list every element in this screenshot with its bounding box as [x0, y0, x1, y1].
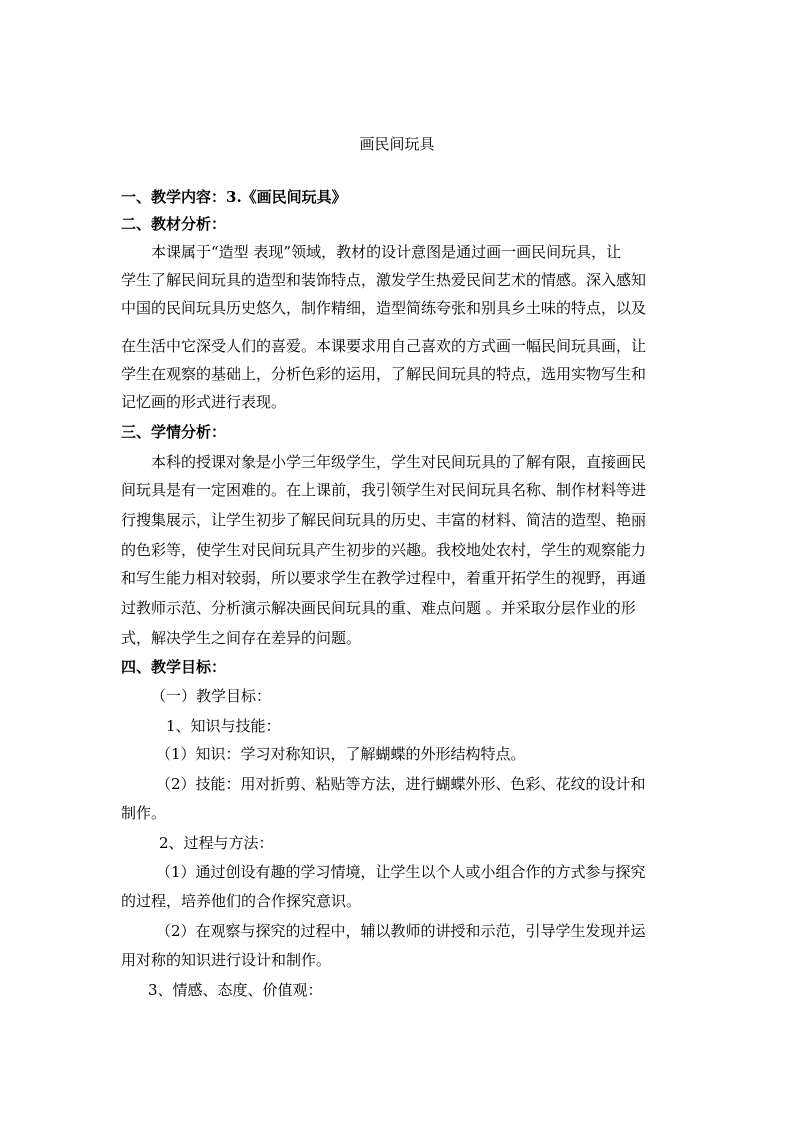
goal-item: （1）通过创设有趣的学习情境，让学生以个人或小组合作的方式参与探究 — [156, 863, 646, 881]
paragraph-line: 本科的授课对象是小学三年级学生，学生对民间玩具的了解有限，直接画民 — [151, 453, 647, 471]
section-heading-learner-analysis: 三、学情分析： — [121, 423, 227, 441]
section-heading-material-analysis: 二、教材分析： — [121, 215, 227, 233]
paragraph-line: 间玩具是有一定困难的。在上课前，我引领学生对民间玩具名称、制作材料等进 — [121, 481, 647, 499]
section-heading-teaching-content: 一、教学内容：3.《画民间玩具》 — [121, 188, 347, 206]
paragraph-line: 本课属于“造型 表现”领域，教材的设计意图是通过画一画民间玩具，让 — [151, 243, 622, 261]
paragraph-line: 和写生能力相对较弱，所以要求学生在教学过程中，着重开拓学生的视野，再通 — [121, 569, 647, 587]
paragraph-line: 学生在观察的基础上，分析色彩的运用，了解民间玩具的特点，选用实物写生和 — [121, 365, 647, 383]
paragraph-line: 式，解决学生之间存在差异的问题。 — [121, 629, 362, 647]
paragraph-line: 记忆画的形式进行表现。 — [121, 393, 287, 411]
paragraph-line: 过教师示范、分析演示解决画民间玩具的重、难点问题 。并采取分层作业的形 — [121, 599, 636, 617]
paragraph-line: 在生活中它深受人们的喜爱。本课要求用自己喜欢的方式画一幅民间玩具画，让 — [121, 337, 647, 355]
goal-item-continuation: 制作。 — [121, 804, 167, 822]
goal-item-continuation: 的过程，培养他们的合作探究意识。 — [121, 892, 362, 910]
document-title: 画民间玩具 — [359, 135, 435, 153]
subheading-emotion-attitude-values: 3、情感、态度、价值观： — [148, 981, 323, 999]
subheading-process-methods: 2、过程与方法： — [159, 834, 274, 852]
goal-item-continuation: 用对称的知识进行设计和制作。 — [121, 951, 332, 969]
paragraph-line: 的色彩等，使学生对民间玩具产生初步的兴趣。我校地处农村，学生的观察能力 — [121, 541, 647, 559]
paragraph-line: 学生了解民间玩具的造型和装饰特点，激发学生热爱民间艺术的情感。深入感知 — [121, 271, 647, 289]
goal-item: （1）知识：学习对称知识，了解蝴蝶的外形结构特点。 — [156, 745, 526, 763]
paragraph-line: 中国的民间玩具历史悠久，制作精细，造型简练夸张和别具乡土味的特点，以及 — [121, 299, 647, 317]
paragraph-line: 行搜集展示，让学生初步了解民间玩具的历史、丰富的材料、简洁的造型、艳丽 — [121, 511, 647, 529]
subheading-goals: （一）教学目标： — [151, 687, 272, 705]
goal-item: （2）技能：用对折剪、粘贴等方法，进行蝴蝶外形、色彩、花纹的设计和 — [156, 775, 646, 793]
goal-item: （2）在观察与探究的过程中，辅以教师的讲授和示范，引导学生发现并运 — [156, 922, 646, 940]
section-heading-teaching-goals: 四、教学目标： — [121, 658, 227, 676]
subheading-knowledge-skills: 1、知识与技能： — [166, 717, 281, 735]
